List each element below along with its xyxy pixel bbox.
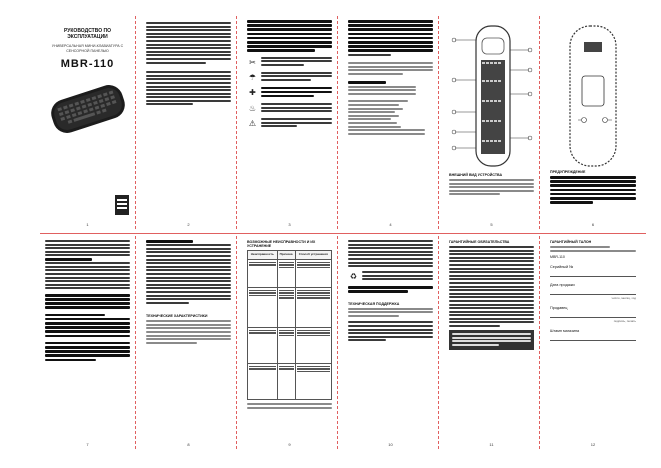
warranty-heading: ГАРАНТИЙНЫЕ ОБЯЗАТЕЛЬСТВА [449, 240, 510, 244]
table-row [248, 260, 332, 288]
page-number: 8 [187, 442, 190, 447]
warranty-note-box [449, 330, 534, 350]
cover-panel [40, 16, 136, 229]
manual-subtitle: УНИВЕРСАЛЬНАЯ МИНИ-КЛАВИАТУРА С СЕНСОРНОЙ ПАНЕЛЬЮ [51, 44, 124, 53]
table-header: Неисправность [248, 251, 278, 260]
stamp-label: Штамп магазина [550, 328, 580, 333]
table-row [248, 328, 332, 364]
warning-icon: ⚠ [248, 119, 257, 129]
warranty-terms-panel [444, 236, 540, 449]
support-heading: ТЕХНИЧЕСКАЯ ПОДДЕРЖКА [348, 301, 400, 306]
page-number: 1 [86, 222, 89, 227]
warning-heading: ПРЕДУПРЕЖДЕНИЕ [550, 170, 586, 174]
intro-panel [141, 16, 237, 229]
recycle-bin-icon: ♻ [349, 272, 358, 282]
seller-line [550, 311, 636, 318]
brand-logo-icon [115, 195, 129, 215]
top-row [40, 16, 646, 231]
bottom-row [40, 236, 646, 451]
model-name: MBR-110 [60, 57, 115, 70]
safety-panel [242, 16, 338, 229]
table-row [248, 364, 332, 400]
manual-sheet [40, 16, 646, 451]
keyboard-image [45, 74, 131, 144]
back-view-panel [545, 16, 641, 229]
serial-number-line [550, 270, 636, 277]
page-number: 9 [288, 442, 291, 447]
warranty-card-heading: ГАРАНТИЙНЫЙ ТАЛОН [550, 240, 592, 244]
page-number: 12 [590, 442, 596, 447]
seller-hint: подпись, печать [613, 318, 636, 323]
page-number: 5 [490, 222, 493, 227]
no-fire-icon: ♨ [248, 104, 257, 114]
keyboard-diagram [449, 20, 535, 170]
sale-date-label: Дата продажи [550, 282, 575, 287]
stamp-line [550, 334, 636, 341]
features-panel [343, 16, 439, 229]
first-aid-icon: ✚ [249, 87, 256, 97]
tech-specs-heading: ТЕХНИЧЕСКИЕ ХАРАКТЕРИСТИКИ [146, 314, 208, 319]
no-disassemble-icon: ✂ [249, 57, 256, 67]
fold-line [40, 233, 646, 234]
table-header: Причина [277, 251, 295, 260]
seller-label: Продавец [550, 305, 568, 310]
disposal-panel [343, 236, 439, 449]
troubleshooting-panel [242, 236, 338, 449]
warranty-model: MBR-110 [550, 254, 565, 259]
troubleshooting-table [247, 250, 332, 400]
page-number: 10 [388, 442, 393, 447]
page-number: 7 [86, 442, 89, 447]
table-row [248, 288, 332, 328]
device-diagram-panel [444, 16, 540, 229]
connection-panel [141, 236, 237, 449]
diagram-caption: ВНЕШНИЙ ВИД УСТРОЙСТВА [449, 173, 503, 177]
sale-date-hint: число, месяц, год [611, 295, 636, 300]
instructions-panel [40, 236, 136, 449]
serial-number-label: Серийный № [550, 264, 574, 269]
page-number: 4 [389, 222, 392, 227]
page-number: 3 [288, 222, 291, 227]
table-header: Способ устранения [295, 251, 331, 260]
no-water-icon: ☂ [248, 72, 257, 82]
page-number: 2 [187, 222, 190, 227]
manual-title: РУКОВОДСТВО ПО ЭКСПЛУАТАЦИИ [64, 28, 111, 40]
sale-date-line [550, 288, 636, 295]
warranty-card-panel [545, 236, 641, 449]
page-number: 6 [591, 222, 595, 227]
troubleshooting-title: ВОЗМОЖНЫЕ НЕИСПРАВНОСТИ И ИХ УСТРАНЕНИЕ [247, 240, 316, 248]
keyboard-back-diagram [550, 20, 636, 170]
page-number: 11 [489, 442, 494, 447]
